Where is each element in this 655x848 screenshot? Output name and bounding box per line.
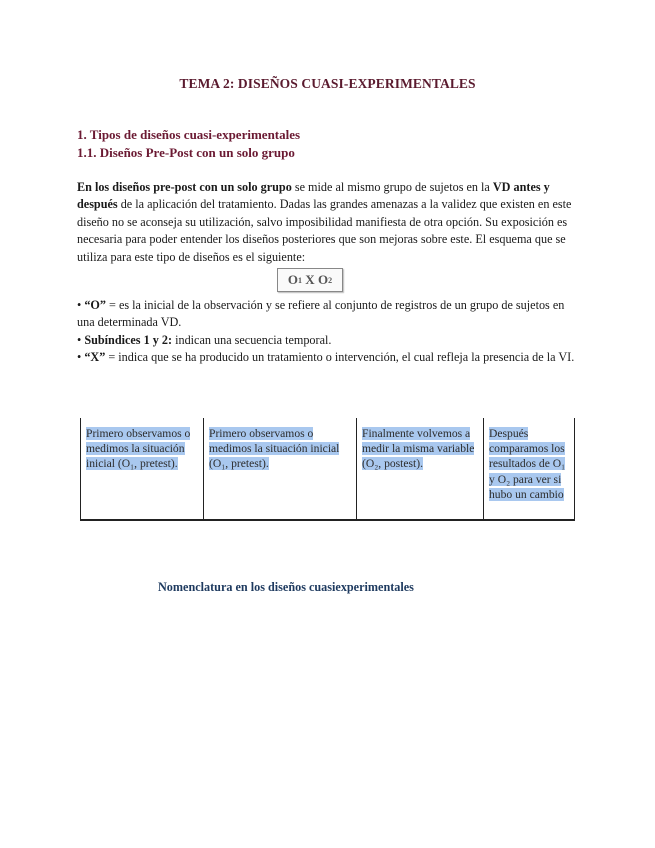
paragraph-lead: En los diseños pre-post con un solo grupo [77,180,292,194]
bullet-item: • “X” = indica que se ha producido un tratamiento o intervención, el cual refleja la presencia de la VI. [77,350,575,365]
table-cell [484,418,575,520]
formula-o1-sub: 1 [298,275,303,285]
bullet-item: • Subíndices 1 y 2: indican una secuencia temporal. [77,332,332,347]
paragraph-text-1: se mide al mismo grupo de sujetos en la [291,180,493,194]
design-formula [277,268,343,292]
formula-o1: O [287,272,299,287]
cell-text-step-1: Primero observamos o medimos la situación inicial (O₁, pretest). [86,427,191,471]
bullet-list [77,297,582,367]
table-cell [81,418,204,520]
formula-o2: O [317,272,329,287]
cell-text-step-2: Primero observamos o medimos la situación inicial (O₁, pretest). [209,427,340,471]
formula-x: X [305,272,315,287]
intro-paragraph [77,179,582,266]
table-cell [204,418,357,520]
section-heading: 1. Tipos de diseños cuasi-experimentales [77,127,301,142]
table-cell [357,418,484,520]
page-title: TEMA 2: DISEÑOS CUASI-EXPERIMENTALES [179,76,476,91]
formula-o2-sub: 2 [328,275,333,285]
figure-caption: Nomenclatura en los diseños cuasiexperimentales [158,580,414,594]
cell-text-step-3: Finalmente volvemos a medir la misma variable (O₂, postest). [362,427,475,471]
subsection-heading: 1.1. Diseños Pre-Post con un solo grupo [77,145,295,160]
paragraph-text-2: de la aplicación del tratamiento. Dadas las grandes amenazas a la validez que existen en este diseño no se aconseja su utilización, salvo imposibilidad manifiesta de otra opción. Su exposición es necesaria para poder entender los diseños posteriores que son mejoras sobre este. El esquema que se utiliza para este tipo de diseños es el siguiente: [77,197,572,264]
steps-table [80,418,574,521]
paragraph-bold-2: VD antes y después [77,180,550,212]
cell-text-step-4: Después comparamos los resultados de O₁ y O₂ para ver si hubo un cambio [489,427,566,501]
bullet-item: • “O” = es la inicial de la observación y se refiere al conjunto de registros de un grupo de sujetos en una determinada VD. [77,298,565,330]
